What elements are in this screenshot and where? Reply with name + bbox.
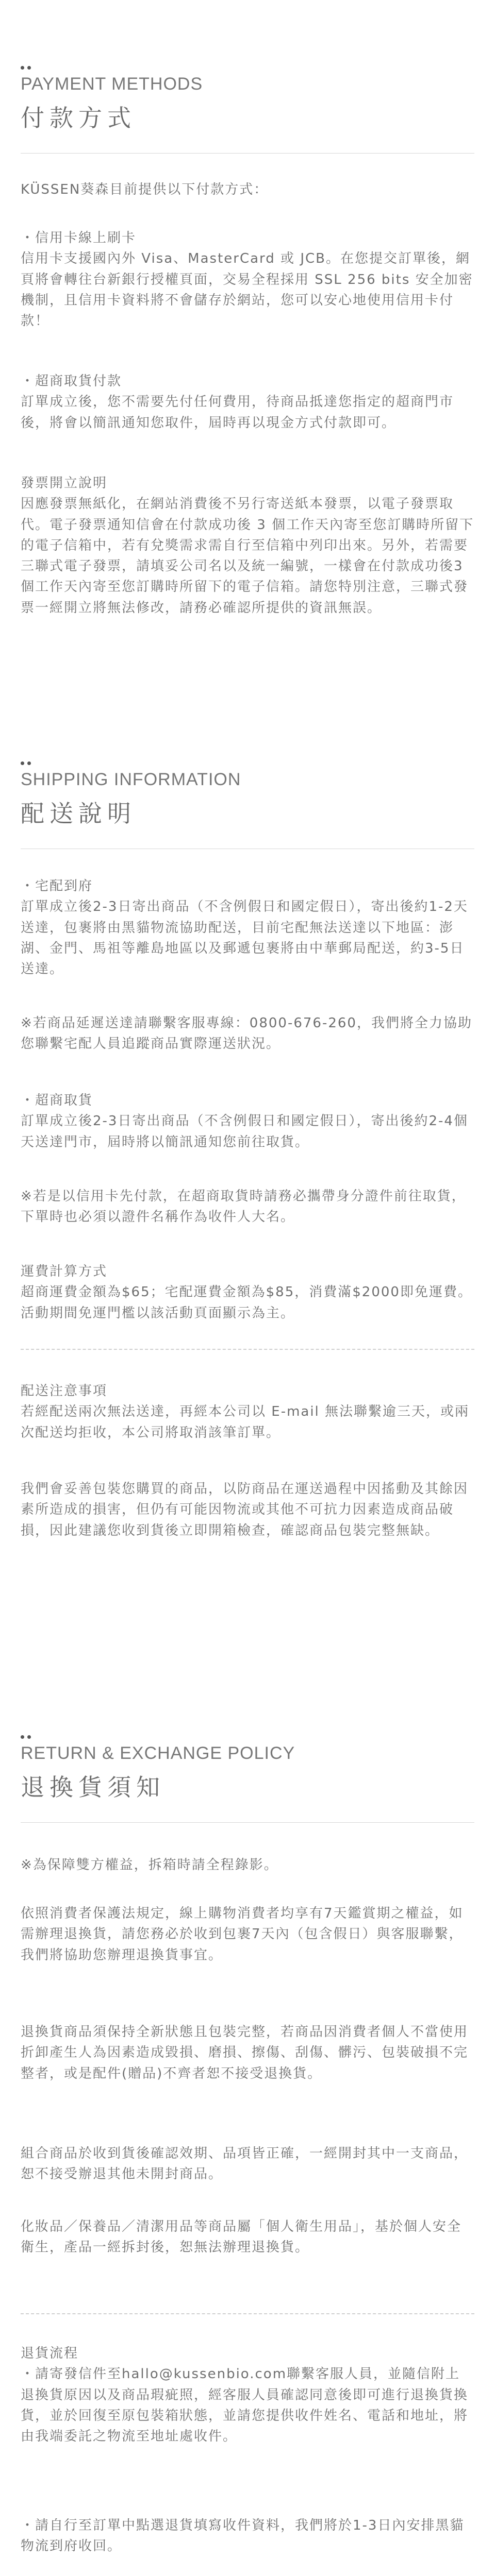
returns-section bbox=[0, 1735, 495, 1823]
shipping-home-delivery: ・宅配到府 訂單成立後2-3日寄出商品（不含例假日和國定假日），寄出後約1-2天送達，包裹將由黑貓物流協助配送，目前宅配無法送達以下地區：澎湖、金門、馬祖等離島地區以及郵遞包裹將由中華郵局配送，約3-5日送達。 bbox=[21, 878, 468, 977]
shipping-section bbox=[0, 761, 495, 849]
shipping-fee: 運費計算方式 超商運費金額為$65；宅配運費金額為$85，消費滿$2000即免運費。 活動期間免運門檻以該活動頁面顯示為主。 bbox=[21, 1264, 472, 1321]
payment-cod: ・超商取貨付款 訂單成立後，您不需要先付任何費用，待商品抵達您指定的超商門市後，將會以簡訊通知您取件，屆時再以現金方式付款即可。 bbox=[21, 374, 454, 431]
returns-zh-title: 退換貨須知 bbox=[21, 1773, 165, 1801]
shipping-id-note: ※若是以信用卡先付款，在超商取貨時請務必攜帶身分證件前往取貨，下單時也必須以證件名稱作為收件人大名。 bbox=[21, 1189, 466, 1225]
shipping-delay-note: ※若商品延遲送達請聯繫客服專線：0800-676-260，我們將全力協助您聯繫宅配人員追蹤商品實際運送狀況。 bbox=[21, 1015, 472, 1052]
section-dots-icon bbox=[21, 66, 474, 70]
returns-flow: 退貨流程 ・請寄發信件至hallo@kussenbio.com聯繫客服人員，並隨信附上退換貨原因以及商品瑕疵照，經客服人員確認同意後即可進行退換貨換貨，並於回復至原包裝箱狀態，並請您提供收件姓名、電話和地址，將由我端委託之物流至地址處收件。 bbox=[21, 2346, 469, 2445]
returns-condition: 退換貨商品須保持全新狀態且包裝完整，若商品因消費者個人不當使用折卸產生人為因素造成毀損、磨損、擦傷、刮傷、髒污、包裝破損不完整者，或是配件(贈品)不齊者恕不接受退換貨。 bbox=[21, 2024, 469, 2081]
title-divider bbox=[21, 1822, 474, 1823]
dashed-divider bbox=[21, 2313, 474, 2314]
returns-hygiene: 化妝品／保養品／清潔用品等商品屬「個人衛生用品」，基於個人安全衛生，產品一經拆封後，恕無法辦理退換貨。 bbox=[21, 2219, 462, 2256]
title-divider bbox=[21, 153, 474, 154]
payment-zh-title: 付款方式 bbox=[21, 104, 136, 132]
payment-invoice: 發票開立說明 因應發票無紙化，在網站消費後不另行寄送紙本發票，以電子發票取代。電子發票通知信會在付款成功後 3 個工作天內寄至您訂購時所留下的電子信箱中，若有兌獎需求需自行至信箱中列印出來。另外，若需要三聯式電子發票，請填妥公司名以及統一編號，一樣會在付款成功後3個工作天內寄至您訂購時所留下的電子信箱。請您特別注意，三聯式發票一經開立將無法修改，請務必確認所提供的資訊無誤。 bbox=[21, 476, 474, 616]
returns-flow-pickup: ・請自行至訂單中點選退貨填寫收件資料，我們將於1-3日內安排黑貓物流到府收回。 bbox=[21, 2518, 465, 2554]
section-dots-icon bbox=[21, 761, 474, 765]
shipping-packaging: 我們會妥善包裝您購買的商品，以防商品在運送過程中因搖動及其餘因素所造成的損害，但仍有可能因物流或其他不可抗力因素造成商品破損，因此建議您收到貨後立即開箱檢查，確認商品包裝完整無缺。 bbox=[21, 1481, 469, 1538]
returns-seven-day: 依照消費者保護法規定，線上購物消費者均享有7天鑑賞期之權益，如需辦理退換貨，請您務必於收到包裹7天內（包含假日）與客服聯繫，我們將協助您辦理退換貨事宜。 bbox=[21, 1906, 464, 1963]
dashed-divider bbox=[21, 1349, 474, 1350]
payment-intro: KÜSSEN葵森目前提供以下付款方式： bbox=[21, 182, 269, 197]
returns-video-note: ※為保障雙方權益，拆箱時請全程錄影。 bbox=[21, 1857, 278, 1873]
shipping-zh-title: 配送說明 bbox=[21, 799, 136, 827]
shipping-en-title: SHIPPING INFORMATION bbox=[21, 770, 241, 789]
returns-bundle: 組合商品於收到貨後確認效期、品項皆正確，一經開封其中一支商品，恕不接受辦退其他未開封商品。 bbox=[21, 2146, 469, 2182]
section-dots-icon bbox=[21, 1735, 474, 1739]
payment-section bbox=[0, 66, 495, 154]
payment-en-title: PAYMENT METHODS bbox=[21, 74, 203, 94]
shipping-store-pickup: ・超商取貨 訂單成立後2-3日寄出商品（不含例假日和國定假日），寄出後約2-4個天送達門市，屆時將以簡訊通知您前往取貨。 bbox=[21, 1093, 468, 1150]
returns-en-title: RETURN & EXCHANGE POLICY bbox=[21, 1743, 295, 1763]
payment-credit-card: ・信用卡線上刷卡 信用卡支援國內外 Visa、MasterCard 或 JCB。在您提交訂單後，網頁將會轉往台新銀行授權頁面，交易全程採用 SSL 256 bits 安全加密機制，且信用卡資料將不會儲存於網站，您可以安心地使用信用卡付款！ bbox=[21, 230, 473, 329]
shipping-notice: 配送注意事項 若經配送兩次無法送達，再經本公司以 E-mail 無法聯繫逾三天，或兩次配送均拒收，本公司將取消該筆訂單。 bbox=[21, 1383, 470, 1440]
